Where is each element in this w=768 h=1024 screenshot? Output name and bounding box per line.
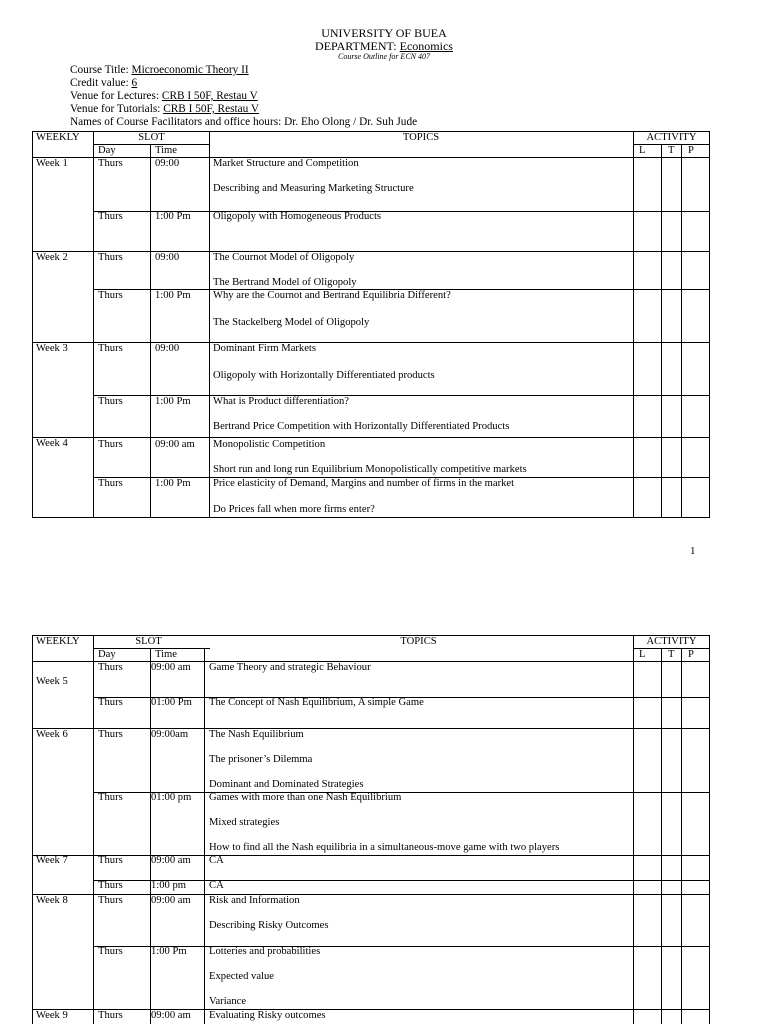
- time-cell: 09:00 am: [151, 1010, 191, 1021]
- credit-label: Credit value:: [70, 77, 132, 89]
- day-cell: Thurs: [98, 439, 123, 450]
- topic-cell: Monopolistic Competition: [213, 439, 326, 450]
- day-cell: Thurs: [98, 946, 123, 957]
- day-cell: Thurs: [98, 855, 123, 866]
- course-title-label: Course Title:: [70, 64, 132, 76]
- col-weekly-header: WEEKLY: [36, 132, 80, 143]
- time-cell: 01:00 Pm: [151, 697, 192, 708]
- week-label: Week 2: [36, 252, 68, 263]
- course-title: Microeconomic Theory II: [131, 64, 249, 76]
- topic-cell: Short run and long run Equilibrium Monopolistically competitive markets: [213, 464, 527, 475]
- col-t-header: T: [668, 649, 675, 660]
- col-topics-header: TOPICS: [400, 636, 437, 647]
- day-cell: Thurs: [98, 697, 123, 708]
- col-time-header: Time: [155, 649, 177, 660]
- col-slot-header: SLOT: [135, 636, 162, 647]
- time-cell: 09:00 am: [155, 439, 195, 450]
- topic-cell: The Bertrand Model of Oligopoly: [213, 277, 357, 288]
- col-day-header: Day: [98, 649, 116, 660]
- week-label: Week 3: [36, 343, 68, 354]
- topic-cell: Evaluating Risky outcomes: [209, 1010, 326, 1021]
- topic-cell: Games with more than one Nash Equilibrium: [209, 792, 402, 803]
- week-label: Week 6: [36, 729, 68, 740]
- col-time-header: Time: [155, 145, 177, 156]
- time-cell: 1:00 Pm: [155, 211, 191, 222]
- time-cell: 09:00 am: [151, 855, 191, 866]
- col-p-header: P: [688, 649, 694, 660]
- department-name: Economics: [399, 39, 453, 53]
- col-p-header: P: [688, 145, 694, 156]
- topic-cell: CA: [209, 855, 224, 866]
- col-slot-header: SLOT: [138, 132, 165, 143]
- time-cell: 1:00 Pm: [155, 478, 191, 489]
- time-cell: 09:00: [155, 343, 180, 354]
- day-cell: Thurs: [98, 895, 123, 906]
- col-activity-header: ACTIVITY: [646, 132, 697, 143]
- week-label: Week 7: [36, 855, 68, 866]
- topic-cell: The Cournot Model of Oligopoly: [213, 252, 355, 263]
- day-cell: Thurs: [98, 792, 123, 803]
- topic-cell: How to find all the Nash equilibria in a simultaneous-move game with two players: [209, 842, 560, 853]
- time-cell: 1:00 Pm: [155, 290, 191, 301]
- time-cell: 01:00 pm: [151, 792, 192, 803]
- topic-cell: Variance: [209, 996, 247, 1007]
- topic-cell: Price elasticity of Demand, Margins and number of firms in the market: [213, 478, 515, 489]
- col-day-header: Day: [98, 145, 116, 156]
- time-cell: 09:00: [155, 158, 180, 169]
- venue-tutorials-line: [70, 103, 259, 115]
- topic-cell: Lotteries and probabilities: [209, 946, 321, 957]
- week-label: Week 8: [36, 895, 68, 906]
- topic-cell: Describing and Measuring Marketing Structure: [213, 183, 414, 194]
- course-title-line: [70, 64, 249, 76]
- facilitators-line: Names of Course Facilitators and office hours: Dr. Eho Olong / Dr. Suh Jude: [70, 116, 418, 128]
- topic-cell: The prisoner’s Dilemma: [209, 754, 313, 765]
- day-cell: Thurs: [98, 880, 123, 891]
- topic-cell: Expected value: [209, 971, 275, 982]
- time-cell: 09:00: [155, 252, 180, 263]
- topic-cell: Mixed strategies: [209, 817, 280, 828]
- topic-cell: Bertrand Price Competition with Horizontally Differentiated Products: [213, 421, 510, 432]
- topic-cell: Risk and Information: [209, 895, 300, 906]
- time-cell: 09:00am: [151, 729, 189, 740]
- topic-cell: Market Structure and Competition: [213, 158, 359, 169]
- week-label: Week 5: [36, 676, 68, 687]
- topic-cell: Describing Risky Outcomes: [209, 920, 329, 931]
- topic-cell: The Stackelberg Model of Oligopoly: [213, 317, 370, 328]
- col-t-header: T: [668, 145, 675, 156]
- venue-tutorials-label: Venue for Tutorials:: [70, 103, 164, 115]
- page-number: 1: [690, 545, 696, 557]
- topic-cell: The Nash Equilibrium: [209, 729, 304, 740]
- time-cell: 1:00 pm: [151, 880, 187, 891]
- venue-lectures-line: [70, 90, 258, 102]
- col-l-header: L: [639, 145, 646, 156]
- time-cell: 09:00 am: [151, 662, 191, 673]
- course-outline-subtitle: Course Outline for ECN 407: [337, 52, 430, 61]
- week-label: Week 9: [36, 1010, 68, 1021]
- topic-cell: The Concept of Nash Equilibrium, A simple Game: [209, 697, 424, 708]
- department-label: DEPARTMENT:: [315, 39, 400, 53]
- day-cell: Thurs: [98, 662, 123, 673]
- col-topics-header: TOPICS: [402, 132, 440, 143]
- day-cell: Thurs: [98, 729, 123, 740]
- col-activity-header: ACTIVITY: [646, 636, 697, 647]
- topic-cell: CA: [209, 880, 224, 891]
- day-cell: Thurs: [98, 158, 123, 169]
- week-label: Week 4: [36, 438, 68, 449]
- time-cell: 1:00 Pm: [155, 396, 191, 407]
- venue-tutorials: CRB I 50F, Restau V: [163, 103, 260, 115]
- topic-cell: Game Theory and strategic Behaviour: [209, 662, 371, 673]
- topic-cell: Dominant and Dominated Strategies: [209, 779, 364, 790]
- schedule-table-2: [32, 635, 710, 1024]
- time-cell: 1:00 Pm: [151, 946, 187, 957]
- day-cell: Thurs: [98, 211, 123, 222]
- university-name: UNIVERSITY OF BUEA: [321, 26, 447, 40]
- topic-cell: Oligopoly with Homogeneous Products: [213, 211, 382, 222]
- day-cell: Thurs: [98, 343, 123, 354]
- day-cell: Thurs: [98, 1010, 123, 1021]
- credit-value: 6: [131, 77, 138, 89]
- day-cell: Thurs: [98, 252, 123, 263]
- col-l-header: L: [639, 649, 646, 660]
- time-cell: 09:00 am: [151, 895, 191, 906]
- credit-line: [70, 77, 137, 89]
- day-cell: Thurs: [98, 290, 123, 301]
- venue-lectures-label: Venue for Lectures:: [70, 90, 162, 102]
- schedule-table-1: [32, 131, 710, 518]
- topic-cell: What is Product differentiation?: [213, 396, 350, 407]
- day-cell: Thurs: [98, 478, 123, 489]
- topic-cell: Do Prices fall when more firms enter?: [213, 504, 375, 515]
- week-label: Week 1: [36, 158, 68, 169]
- topic-cell: Oligopoly with Horizontally Differentiated products: [213, 370, 435, 381]
- topic-cell: Dominant Firm Markets: [213, 343, 316, 354]
- col-weekly-header: WEEKLY: [36, 636, 80, 647]
- day-cell: Thurs: [98, 396, 123, 407]
- venue-lectures: CRB I 50F, Restau V: [161, 90, 258, 102]
- topic-cell: Why are the Cournot and Bertrand Equilibria Different?: [213, 290, 451, 301]
